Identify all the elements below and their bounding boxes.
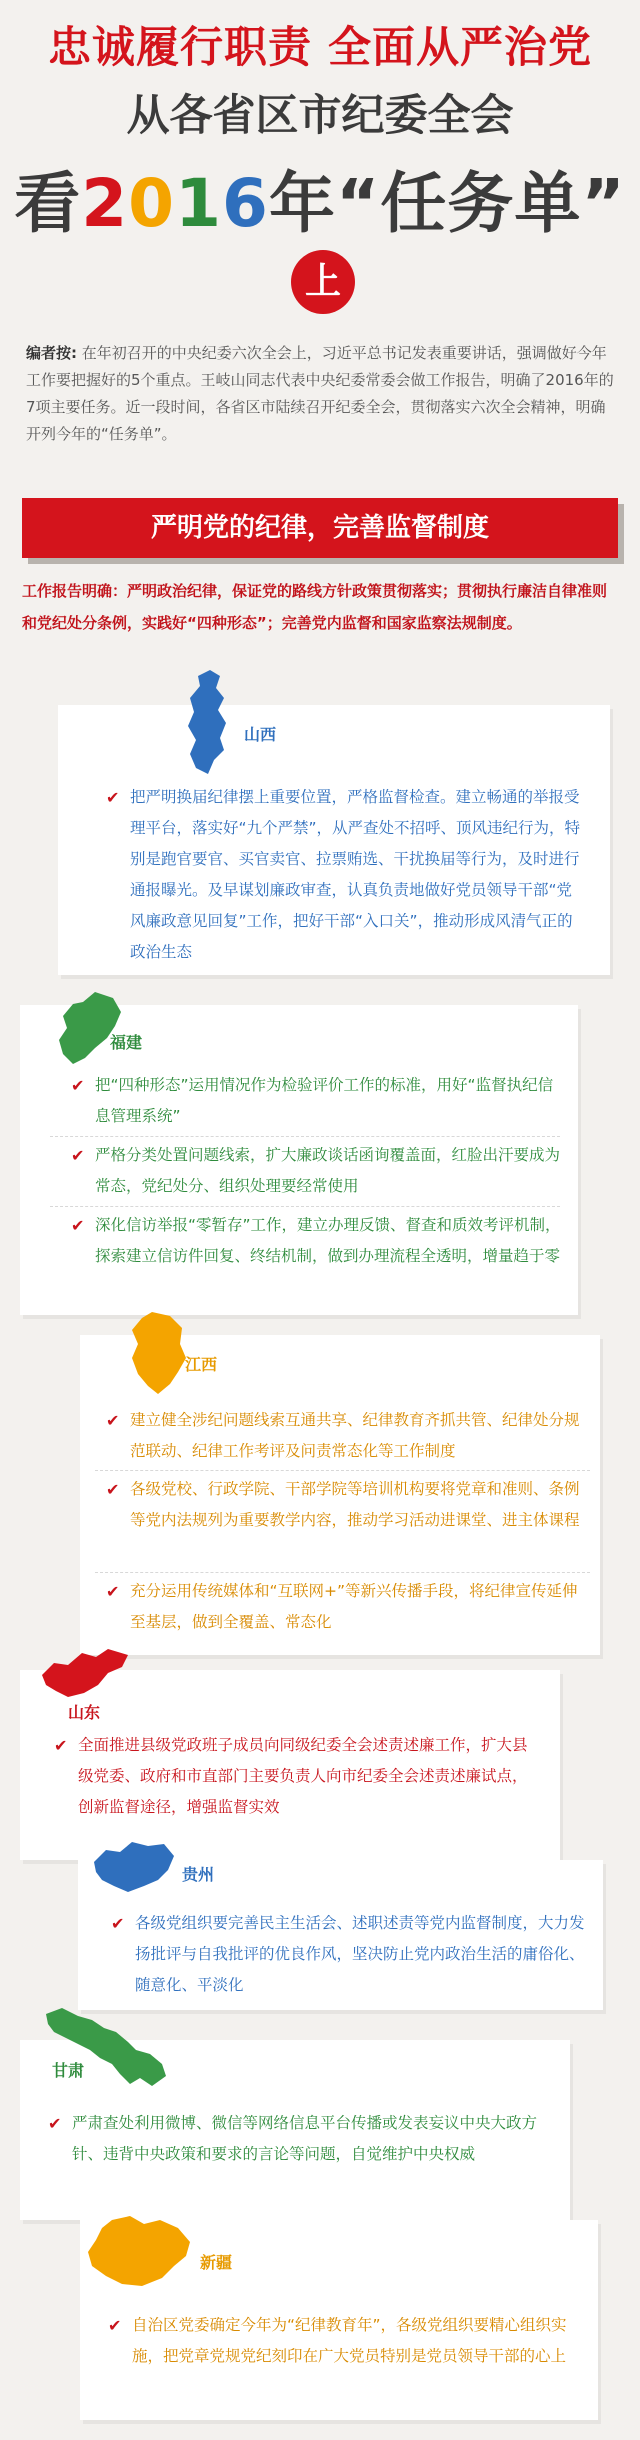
- fujian-map-icon: [55, 988, 125, 1068]
- item-text: 自治区党委确定今年为“纪律教育年”，各级党组织要精心组织实施，把党章党规党纪刻印在广大党员特别是党员领导干部的心上: [132, 2316, 567, 2365]
- year-digit: 2: [81, 165, 129, 242]
- region-item-jiangxi-3: [106, 1576, 585, 1638]
- year-digit: 1: [175, 165, 223, 242]
- region-name-shanxi: 山西: [244, 725, 277, 744]
- item-text: 把严明换届纪律摆上重要位置，严格监督检查。建立畅通的举报受理平台，落实好“九个严禁”，从严查处不招呼、顶风违纪行为，特别是跑官要官、买官卖官、拉票贿选、干扰换届等行为，及时进行通报曝光。及早谋划廉政审查，认真负责地做好党员领导干部“党风廉政意见回复”工作，把好干部“入口关”，推动形成风清气正的政治生态: [130, 788, 581, 961]
- section-banner: 严明党的纪律，完善监督制度: [22, 498, 618, 558]
- region-item-gansu-1: [48, 2108, 542, 2170]
- region-item-fujian-2: [71, 1140, 565, 1202]
- item-text: 深化信访举报“零暂存”工作，建立办理反馈、督查和质效考评机制，探索建立信访件回复、终结机制，做到办理流程全透明，增量趋于零: [95, 1216, 561, 1265]
- jiangxi-map-shape: [132, 1312, 186, 1394]
- year-digit: 0: [128, 165, 176, 242]
- year-digit: 6: [222, 165, 269, 242]
- item-text: 全面推进县级党政班子成员向同级纪委全会述责述廉工作，扩大县级党委、政府和市直部门主要负责人向市纪委全会述责述廉试点，创新监督途径，增强监督实效: [78, 1736, 528, 1816]
- report-text: 工作报告明确：严明政治纪律，保证党的路线方针政策贯彻落实；贯彻执行廉洁自律准则和党纪处分条例，实践好“四种形态”；完善党内监督和国家监察法规制度。: [22, 582, 608, 632]
- check-icon: ✔: [71, 1076, 85, 1095]
- check-icon: ✔: [48, 2114, 62, 2133]
- item-text: 各级党校、行政学院、干部学院等培训机构要将党章和准则、条例等党内法规列为重要教学内容，推动学习活动进课堂、进主体课程: [130, 1480, 580, 1529]
- check-icon: ✔: [54, 1736, 68, 1755]
- shandong-map-icon: [38, 1645, 133, 1700]
- item-text: 严格分类处置问题线索，扩大廉政谈话函询覆盖面，红脸出汗要成为常态，党纪处分、组织处理要经常使用: [95, 1146, 561, 1195]
- divider: [50, 1136, 560, 1137]
- check-icon: ✔: [71, 1146, 85, 1165]
- guizhou-map-icon: [88, 1836, 178, 1896]
- region-name-fujian: 福建: [110, 1033, 143, 1052]
- guizhou-map-shape: [94, 1842, 174, 1892]
- check-icon: ✔: [108, 2316, 122, 2335]
- region-name-jiangxi: 江西: [185, 1355, 218, 1374]
- title-kan: 看: [14, 165, 82, 242]
- fujian-map-shape: [59, 992, 121, 1064]
- region-item-fujian-1: [71, 1070, 565, 1132]
- region-item-jiangxi-1: [106, 1405, 585, 1467]
- title-suffix: 年“任务单”: [268, 165, 626, 242]
- shandong-map-shape: [42, 1649, 128, 1697]
- region-name-guizhou: 贵州: [182, 1865, 215, 1884]
- check-icon: ✔: [71, 1216, 85, 1235]
- shanxi-map-shape: [188, 670, 226, 774]
- region-item-fujian-3: [71, 1210, 565, 1272]
- editor-note-label: 编者按:: [26, 344, 77, 362]
- divider: [95, 1572, 590, 1573]
- xinjiang-map-shape: [88, 2216, 190, 2286]
- check-icon: ✔: [106, 1480, 120, 1499]
- title-line-3: [0, 150, 640, 245]
- region-item-shandong-1: [54, 1730, 540, 1823]
- region-name-gansu: 甘肃: [52, 2061, 85, 2080]
- shanxi-map-icon: [178, 668, 238, 778]
- title-line-1: 忠诚履行职责 全面从严治党: [48, 23, 592, 73]
- check-icon: ✔: [106, 1411, 120, 1430]
- divider: [95, 1470, 590, 1471]
- xinjiang-map-icon: [82, 2212, 197, 2292]
- item-text: 把“四种形态”运用情况作为检验评价工作的标准，用好“监督执纪信息管理系统”: [95, 1076, 554, 1125]
- editor-note: [26, 340, 618, 448]
- check-icon: ✔: [106, 788, 120, 807]
- region-item-shanxi-1: [106, 782, 585, 968]
- editor-note-text: 在年初召开的中央纪委六次全会上，习近平总书记发表重要讲话，强调做好今年工作要把握好的5个重点。王岐山同志代表中央纪委常委会做工作报告，明确了2016年的7项主要任务。近一段时间，各省区市陆续召开纪委全会，贯彻落实六次全会精神，明确开列今年的“任务单”。: [26, 344, 614, 443]
- region-item-guizhou-1: [111, 1908, 590, 2001]
- region-name-xinjiang: 新疆: [200, 2253, 233, 2272]
- jiangxi-map-icon: [122, 1308, 192, 1398]
- region-item-xinjiang-1: [108, 2310, 587, 2372]
- item-text: 充分运用传统媒体和“互联网+”等新兴传播手段，将纪律宣传延伸至基层，做到全覆盖、常态化: [130, 1582, 578, 1631]
- divider: [50, 1206, 560, 1207]
- check-icon: ✔: [111, 1914, 125, 1933]
- region-name-shandong: 山东: [68, 1703, 101, 1722]
- part-badge: 上: [291, 250, 355, 314]
- check-icon: ✔: [106, 1582, 120, 1601]
- item-text: 建立健全涉纪问题线索互通共享、纪律教育齐抓共管、纪律处分规范联动、纪律工作考评及问责常态化等工作制度: [130, 1411, 580, 1460]
- region-item-jiangxi-2: [106, 1474, 585, 1536]
- item-text: 严肃查处利用微博、微信等网络信息平台传播或发表妄议中央大政方针、违背中央政策和要求的言论等问题，自觉维护中央权威: [72, 2114, 538, 2163]
- item-text: 各级党组织要完善民主生活会、述职述责等党内监督制度，大力发扬批评与自我批评的优良作风，坚决防止党内政治生活的庸俗化、随意化、平淡化: [135, 1914, 585, 1994]
- title-line-2: 从各省区市纪委全会: [126, 91, 514, 141]
